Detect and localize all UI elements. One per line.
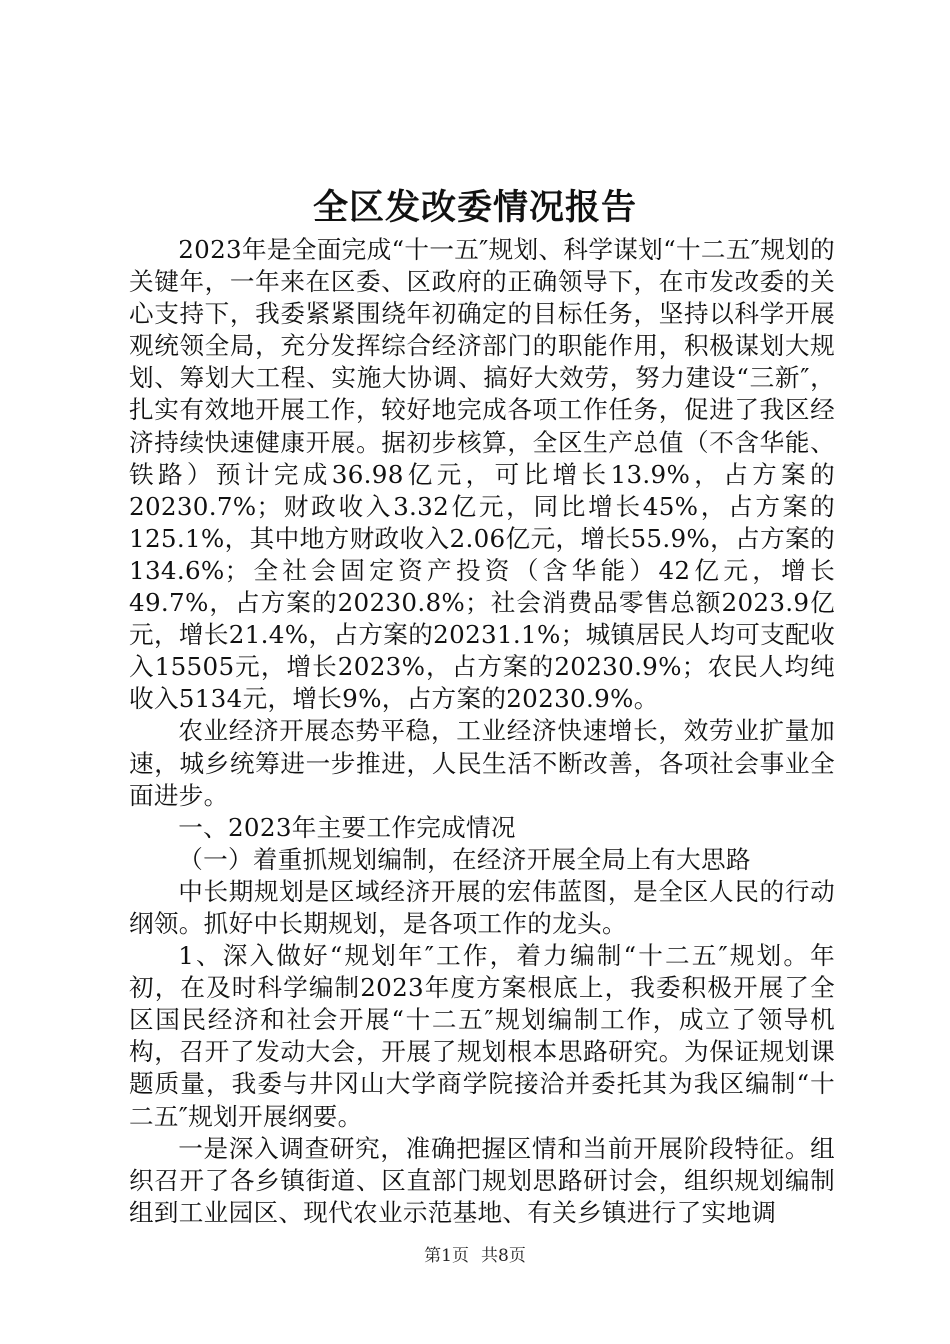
paragraph-research: 一是深入调查研究，准确把握区情和当前开展阶段特征。组织召开了各乡镇街道、区直部门规划思路研讨会，组织规划编制组到工业园区、现代农业示范基地、有关乡镇进行了实地调 (129, 1133, 835, 1227)
document-title: 全区发改委情况报告 (312, 187, 637, 228)
paragraph-planning-year: 1、深入做好“规划年″工作，着力编制“十二五″规划。年初，在及时科学编制2023年度方案根底上，我委积极开展了全区国民经济和社会开展“十二五″规划编制工作，成立了领导机构，召开了发动大会，开展了规划根本思路研究。为保证规划课题质量，我委与井冈山大学商学院接洽并委托其为我区编制“十二五″规划开展纲要。 (129, 941, 835, 1131)
paragraph-overview: 2023年是全面完成“十一五″规划、科学谋划“十二五″规划的关键年，一年来在区委、区政府的正确领导下，在市发改委的关心支持下，我委紧紧围绕年初确定的目标任务，坚持以科学开展观统领全局，充分发挥综合经济部门的职能作用，积极谋划大规划、筹划大工程、实施大协调、搞好大效劳，努力建设“三新″，扎实有效地开展工作，较好地完成各项工作任务，促进了我区经济持续快速健康开展。据初步核算，全区生产总值（不含华能、铁路）预计完成36.98亿元，可比增长13.9%，占方案的20230.7%；财政收入3.32亿元，同比增长45%，占方案的125.1%，其中地方财政收入2.06亿元，增长55.9%，占方案的134.6%；全社会固定资产投资（含华能）42亿元，增长49.7%，占方案的20230.8%；社会消费品零售总额2023.9亿元，增长21.4%，占方案的20231.1%；城镇居民人均可支配收入15505元，增长2023%，占方案的20230.9%；农民人均纯收入5134元，增长9%，占方案的20230.9%。 (129, 235, 835, 714)
section-heading-1: 一、2023年主要工作完成情况 (178, 812, 516, 842)
paragraph-planning-intro: 中长期规划是区域经济开展的宏伟蓝图，是全区人民的行动纲领。抓好中长期规划，是各项工作的龙头。 (129, 876, 835, 938)
paragraph-summary: 农业经济开展态势平稳，工业经济快速增长，效劳业扩量加速，城乡统筹进一步推进，人民生活不断改善，各项社会事业全面进步。 (129, 716, 835, 810)
subsection-heading-1: （一）着重抓规划编制，在经济开展全局上有大思路 (178, 844, 751, 874)
page-total: 共8页 (481, 1246, 526, 1266)
document-body (129, 234, 835, 1229)
page-footer (0, 1244, 950, 1268)
page-number: 第1页 (424, 1246, 469, 1266)
